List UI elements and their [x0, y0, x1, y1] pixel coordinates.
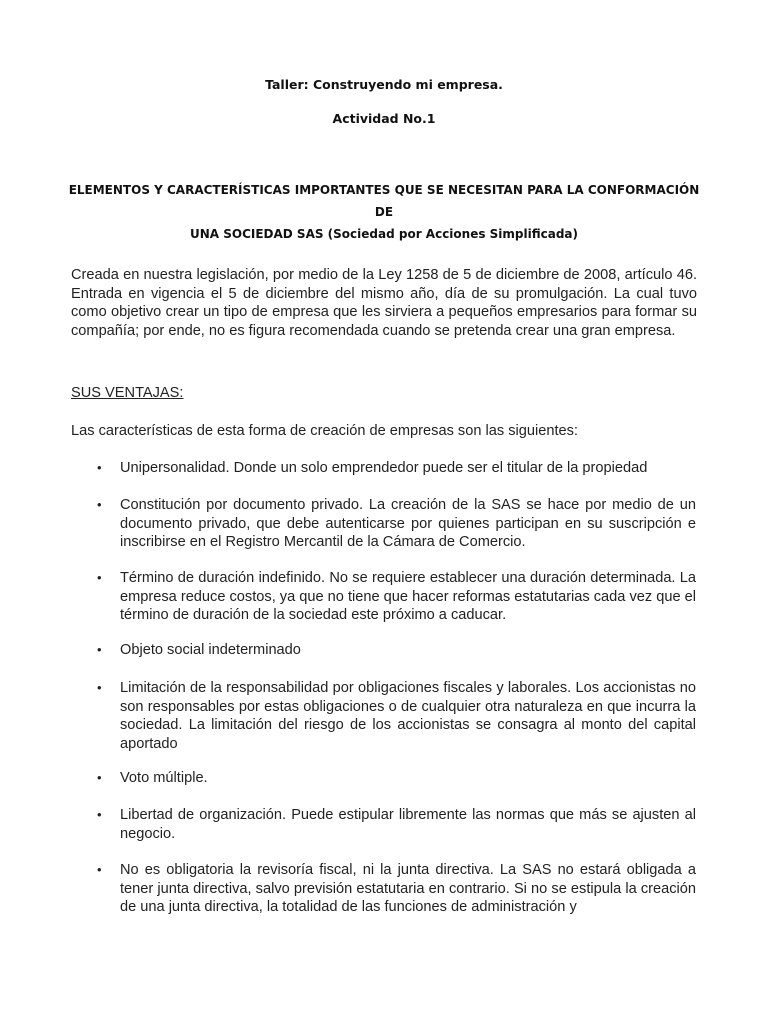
list-item-text: Libertad de organización. Puede estipular libremente las normas que más se ajusten al negocio. [120, 807, 696, 842]
bullet-icon: • [97, 497, 102, 512]
document-title: Taller: Construyendo mi empresa. [265, 77, 503, 92]
list-item-text: Constitución por documento privado. La creación de la SAS se hace por medio de un documento privado, que debe autenticarse por quienes participan en su suscripción e inscribirse en el Registro Mercantil de la Cámara de Comercio. [120, 497, 696, 551]
bullet-icon: • [97, 642, 102, 657]
list-item-text: No es obligatoria la revisoría fiscal, ni la junta directiva. La SAS no estará obligada a tener junta directiva, salvo previsión estatutaria en contrario. Si no se estipula la creación de una junta directiva, la totalidad de las funciones de administración y [120, 862, 696, 916]
bullet-icon: • [97, 770, 102, 785]
section-heading-line-2: UNA SOCIEDAD SAS (Sociedad por Acciones Simplificada) [189, 227, 579, 241]
intro-paragraph: Creada en nuestra legislación, por medio de la Ley 1258 de 5 de diciembre de 2008, artículo 46. Entrada en vigencia el 5 de diciembre del mismo año, día de su promulgación. La cual tuvo como objetivo crear un tipo de empresa que les sirviera a pequeños empresarios para formar su compañía; por ende, no es figura recomendada cuando se pretenda crear una gran empresa. [71, 267, 697, 339]
bullet-icon: • [97, 807, 102, 822]
bullet-icon: • [97, 570, 102, 585]
list-item-text: Objeto social indeterminado [120, 642, 301, 658]
section-heading-line-1: ELEMENTOS Y CARACTERÍSTICAS IMPORTANTES QUE SE NECESITAN PARA LA CONFORMACIÓN DE [68, 183, 700, 219]
list-item-text: Voto múltiple. [120, 770, 208, 786]
list-item-text: Término de duración indefinido. No se requiere establecer una duración determinada. La empresa reduce costos, ya que no tiene que hacer reformas estatutarias cada vez que el término de duración de la sociedad este próximo a caducar. [120, 570, 696, 624]
characteristics-lead: Las características de esta forma de creación de empresas son las siguientes: [71, 423, 578, 439]
list-item-text: Unipersonalidad. Donde un solo emprendedor puede ser el titular de la propiedad [120, 460, 648, 476]
advantages-subheading: SUS VENTAJAS: [71, 385, 184, 401]
activity-label: Actividad No.1 [332, 111, 436, 126]
list-item-text: Limitación de la responsabilidad por obligaciones fiscales y laborales. Los accionistas no son responsables por estas obligaciones o de cualquier otra naturaleza en que incurra la sociedad. La limitación del riesgo de los accionistas se consagra al monto del capital aportado [120, 680, 696, 752]
bullet-icon: • [97, 680, 102, 695]
bullet-icon: • [97, 862, 102, 877]
bullet-icon: • [97, 460, 102, 475]
